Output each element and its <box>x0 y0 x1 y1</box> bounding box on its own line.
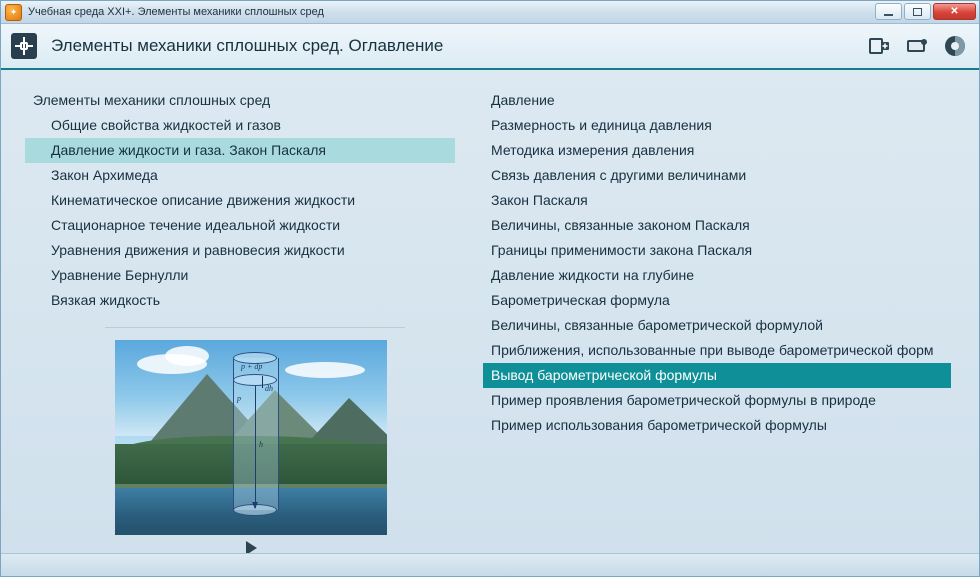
pressure-column-illustration[interactable] <box>115 340 387 535</box>
toc-item[interactable]: Величины, связанные законом Паскаля <box>491 217 750 233</box>
toc-item[interactable]: Давление <box>491 92 555 108</box>
status-bar <box>1 553 979 576</box>
label-p: p <box>237 394 241 403</box>
toc-item[interactable]: Размерность и единица давления <box>491 117 712 133</box>
app-header <box>1 24 979 70</box>
toc-item[interactable]: Кинематическое описание движения жидкости <box>51 192 356 208</box>
cloud <box>165 346 209 366</box>
toc-item[interactable]: Уравнение Бернулли <box>51 267 189 283</box>
cloud <box>285 362 365 378</box>
title-bar <box>1 1 979 24</box>
figure-controls <box>115 535 387 555</box>
toc-item[interactable]: Величины, связанные барометрической формулой <box>491 317 823 333</box>
page-title: Элементы механики сплошных сред. Оглавление <box>51 36 444 55</box>
content-area <box>1 70 979 557</box>
minimize-button[interactable] <box>875 3 902 20</box>
figure-block <box>115 340 387 555</box>
maximize-button[interactable] <box>904 3 931 20</box>
toc-item[interactable]: Стационарное течение идеальной жидкости <box>51 217 341 233</box>
move-icon-center <box>20 42 28 50</box>
toc-item[interactable]: Барометрическая формула <box>491 292 670 308</box>
move-icon[interactable] <box>11 33 37 59</box>
toc-item[interactable]: Общие свойства жидкостей и газов <box>51 117 281 133</box>
toc-item-selected[interactable]: Давление жидкости и газа. Закон Паскаля <box>25 138 455 163</box>
height-arrow <box>255 386 256 508</box>
theme-icon[interactable] <box>943 34 967 58</box>
dh-arrow <box>262 376 263 388</box>
toc-item[interactable]: Вязкая жидкость <box>51 292 160 308</box>
label-p-plus-dp: p + dp <box>241 362 263 371</box>
label-dh: dh <box>265 384 273 393</box>
toc-item[interactable]: Методика измерения давления <box>491 142 695 158</box>
toc-item[interactable]: Связь давления с другими величинами <box>491 167 747 183</box>
notes-icon[interactable] <box>905 34 929 58</box>
toc-item[interactable]: Уравнения движения и равновесия жидкости <box>51 242 345 258</box>
app-icon: ✦ <box>5 4 22 21</box>
toc-item[interactable]: Пример использования барометрической формулы <box>491 417 827 433</box>
toc-item[interactable]: Закон Архимеда <box>51 167 158 183</box>
close-button[interactable]: ✕ <box>933 3 976 20</box>
toc-item[interactable]: Приближения, использованные при выводе барометрической форм <box>491 342 934 358</box>
toc-item[interactable]: Давление жидкости на глубине <box>491 267 694 283</box>
maximize-icon <box>913 8 922 16</box>
window-title: Учебная среда XXI+. Элементы механики сплошных сред <box>28 6 324 18</box>
right-column <box>471 88 979 557</box>
label-h: h <box>259 440 263 449</box>
toc-left-list <box>25 88 455 313</box>
toc-item[interactable]: Пример проявления барометрической формулы в природе <box>491 392 876 408</box>
left-column <box>1 88 471 557</box>
toc-item[interactable]: Границы применимости закона Паскаля <box>491 242 753 258</box>
toc-item[interactable]: Элементы механики сплошных сред <box>33 92 271 108</box>
window-controls <box>875 3 976 20</box>
toc-item-selected[interactable]: Вывод барометрической формулы <box>483 363 951 388</box>
toc-right-list <box>483 88 951 438</box>
minimize-icon <box>884 14 893 16</box>
header-toolbar <box>867 34 967 58</box>
add-bookmark-icon[interactable] <box>867 34 891 58</box>
divider <box>105 327 405 328</box>
toc-item[interactable]: Закон Паскаля <box>491 192 588 208</box>
